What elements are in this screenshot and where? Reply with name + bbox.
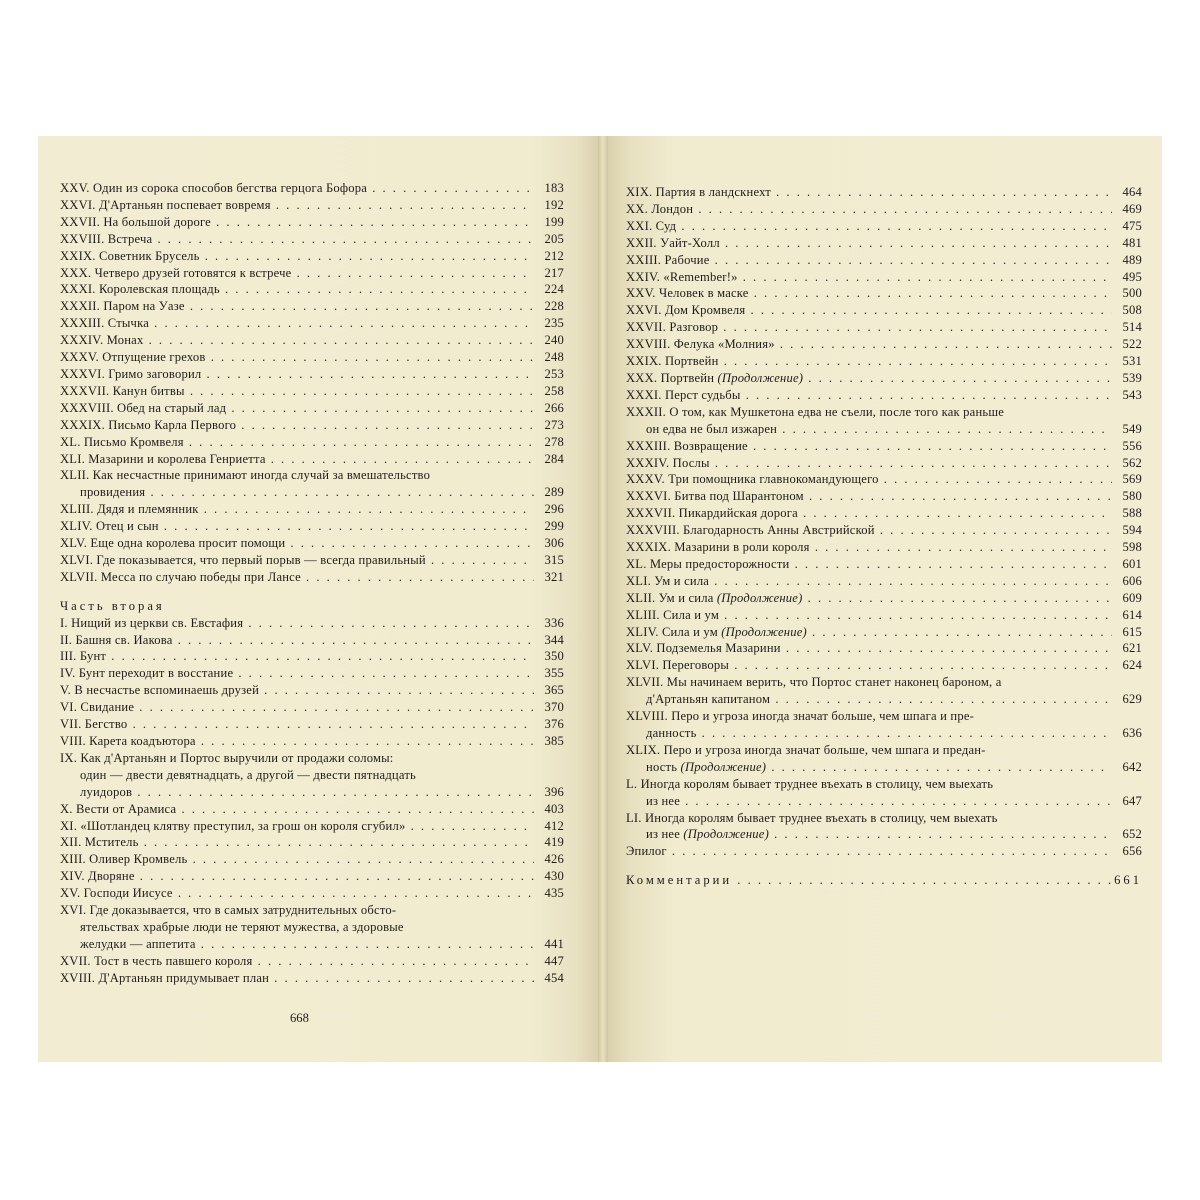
toc-list-right-c (626, 640, 1142, 674)
toc-entry-line: XXV. Один из сорока способов бегства герцога Бофора . . . (60, 180, 534, 197)
toc-page-number: 500 (1122, 286, 1142, 301)
toc-entry-line: XXXIX. Мазарини в роли короля . . . (626, 539, 1112, 556)
toc-entry-line: V. В несчастье вспоминаешь друзей . . . (60, 682, 534, 699)
toc-entry-line: LI. Иногда королям бывает труднее въехать в столицу, чем выехать (626, 810, 998, 825)
toc-entry-line: XXI. Суд . . . (626, 218, 1112, 235)
toc-entry-line: XXVIII. Встреча . . . (60, 231, 534, 248)
toc-entry-line: XL. Меры предосторожности . . . (626, 556, 1112, 573)
toc-entry-line: XXXVI. Гримо заговорил . . . (60, 366, 534, 383)
toc-entry (60, 632, 564, 649)
toc-entry-line: XLIV. Сила и ум (Продолжение) . . . (626, 624, 1112, 641)
toc-list-left-c (60, 615, 564, 750)
toc-list-left-a (60, 180, 564, 467)
toc-entry (60, 868, 564, 885)
toc-page-number: 224 (544, 282, 564, 297)
toc-entry (60, 716, 564, 733)
toc-page-number: 240 (544, 333, 564, 348)
toc-page-number: 469 (1122, 201, 1142, 216)
toc-page-number: 588 (1122, 506, 1142, 521)
toc-page-number: 266 (544, 400, 564, 415)
toc-entry (60, 834, 564, 851)
toc-page-number: 594 (1122, 523, 1142, 538)
toc-entry-line: луидоров . . . (60, 784, 534, 801)
toc-entry (626, 269, 1142, 286)
toc-entry (626, 438, 1142, 455)
toc-entry-line: XXV. Человек в маске . . . (626, 285, 1112, 302)
toc-entry-line: XLIV. Отец и сын . . . (60, 518, 534, 535)
toc-entry-l (626, 776, 1142, 810)
toc-page-number: 647 (1122, 793, 1142, 808)
toc-entry-line: XVI. Где доказывается, что в самых затруднительных обсто- (60, 903, 397, 918)
toc-entry-line: XXXIII. Стычка . . . (60, 315, 534, 332)
toc-entry (60, 383, 564, 400)
toc-entry (60, 248, 564, 265)
toc-page-number: 306 (544, 536, 564, 551)
toc-page-number: 228 (544, 299, 564, 314)
toc-entry-line: XXXVI. Битва под Шарантоном . . . (626, 488, 1112, 505)
toc-page-number: 508 (1122, 303, 1142, 318)
toc-page-number: 569 (1122, 472, 1142, 487)
toc-page-number: 624 (1122, 658, 1142, 673)
toc-page-number: 441 (544, 936, 564, 951)
toc-entry-line: XXIV. «Remember!» . . . (626, 269, 1112, 286)
toc-entry-line: X. Вести от Арамиса . . . (60, 801, 534, 818)
toc-entry-line: XV. Господи Иисусе . . . (60, 885, 534, 902)
toc-entry-line: XLII. Как несчастные принимают иногда случай за вмешательство (60, 468, 431, 483)
toc-entry-line: XLVI. Где показывается, что первый порыв — всегда правильный . . . (60, 552, 534, 569)
toc-page-number: 289 (544, 485, 564, 500)
toc-page-number: 636 (1122, 726, 1142, 740)
toc-entry-line: XXXVII. Пикардийская дорога . . . (626, 505, 1112, 522)
toc-entry (60, 231, 564, 248)
toc-entry-line: XLIII. Дядя и племянник . . . (60, 501, 534, 518)
toc-page-number: 183 (544, 181, 564, 195)
toc-entry (60, 417, 564, 434)
toc-page-number: 217 (544, 265, 564, 280)
toc-entry-epilogue (626, 843, 1142, 860)
book-gutter (598, 136, 608, 1062)
toc-entry-line: XIII. Оливер Кромвель . . . (60, 851, 534, 868)
toc-entry-line: XXVII. На большой дороге . . . (60, 214, 534, 231)
toc-page-number: 403 (544, 801, 564, 816)
toc-entry (60, 518, 564, 535)
toc-entry-line: XXXIV. Послы . . . (626, 455, 1112, 472)
toc-page-number: 531 (1122, 354, 1142, 369)
toc-entry-line: XXXI. Королевская площадь . . . (60, 281, 534, 298)
toc-page-number: 539 (1122, 370, 1142, 385)
toc-entry-line: XXXII. О том, как Мушкетона едва не съели, после того как раньше (626, 404, 1005, 419)
toc-entry (626, 471, 1142, 488)
toc-entry (60, 569, 564, 586)
toc-page-number: 543 (1122, 387, 1142, 402)
toc-entry-line: IV. Бунт переходит в восстание . . . (60, 665, 534, 682)
toc-entry-line: XXIX. Портвейн . . . (626, 353, 1112, 370)
toc-page-number: 344 (544, 632, 564, 647)
toc-page-number: 661 (1114, 873, 1142, 888)
toc-page-number: 385 (544, 734, 564, 748)
toc-entry-xlii-right (626, 590, 1142, 607)
toc-entry (60, 265, 564, 282)
toc-page-number: 652 (1122, 827, 1142, 842)
toc-entry-line: XVIII. Д'Артаньян придумывает план . . . (60, 970, 534, 987)
toc-page-number: 370 (544, 700, 564, 715)
toc-entry-line: XXX. Портвейн (Продолжение) . . . (626, 370, 1112, 387)
toc-page-number: 522 (1122, 337, 1142, 352)
toc-entry-line: VII. Бегство . . . (60, 716, 534, 733)
toc-entry-commentary (626, 872, 1142, 889)
toc-page-number: 355 (544, 666, 564, 681)
toc-entry (60, 315, 564, 332)
toc-list-right-b (626, 438, 1142, 590)
toc-entry-line: I. Нищий из церкви св. Евстафия . . . (60, 615, 534, 632)
toc-entry (60, 366, 564, 383)
toc-page-number: 621 (1122, 641, 1142, 656)
toc-entry-line: из нее . . . (626, 793, 1112, 810)
toc-entry (60, 214, 564, 231)
toc-page-number: 481 (1122, 235, 1142, 250)
toc-entry (60, 699, 564, 716)
toc-entry-line: XLIX. Перо и угроза иногда значат больше, чем шпага и предан- (626, 742, 986, 757)
toc-entry (626, 235, 1142, 252)
toc-entry (60, 501, 564, 518)
left-page (38, 136, 598, 1062)
toc-entry (60, 953, 564, 970)
toc-entry-line: XXXI. Перст судьбы . . . (626, 387, 1112, 404)
toc-entry (60, 332, 564, 349)
toc-page-number: 253 (544, 366, 564, 381)
toc-entry-line: XXVII. Разговор . . . (626, 319, 1112, 336)
toc-page-number: 629 (1122, 692, 1142, 707)
toc-entry (626, 285, 1142, 302)
toc-entry-line: провидения . . . (60, 484, 534, 501)
toc-entry-line: XLI. Ум и сила . . . (626, 573, 1112, 590)
toc-entry-xlix (626, 742, 1142, 776)
toc-page-number: 430 (544, 869, 564, 884)
toc-page-number: 580 (1122, 489, 1142, 504)
toc-page-number: 273 (544, 417, 564, 432)
toc-page-number: 365 (544, 683, 564, 698)
toc-page-number: 454 (544, 970, 564, 985)
toc-page-number: 556 (1122, 438, 1142, 453)
toc-entry (626, 336, 1142, 353)
toc-entry-line: данность . . . (626, 725, 1112, 742)
toc-entry (626, 184, 1142, 201)
toc-entry-line: XXIII. Рабочие . . . (626, 252, 1112, 269)
toc-page-number: 475 (1122, 218, 1142, 233)
toc-entry-line: д'Артаньян капитаном . . . (626, 691, 1112, 708)
toc-page-number: 549 (1122, 421, 1142, 436)
toc-page-number: 199 (544, 214, 564, 229)
folio-page-number: 668 (290, 1011, 309, 1025)
toc-entry (60, 535, 564, 552)
toc-entry-line: один — двести девятнадцать, а другой — двести пятнадцать (80, 767, 416, 782)
toc-entry-line: ность (Продолжение) . . . (626, 759, 1112, 776)
toc-entry (626, 522, 1142, 539)
toc-page-number: 598 (1122, 540, 1142, 555)
toc-entry-line: Эпилог . . . (626, 843, 1112, 860)
toc-entry (60, 733, 564, 750)
toc-page-number: 299 (544, 519, 564, 534)
toc-entry-xvi (60, 902, 564, 953)
toc-entry-line: ятельствах храбрые люди не теряют мужества, а здоровые (80, 919, 404, 934)
toc-entry (60, 349, 564, 366)
toc-page-number: 514 (1122, 320, 1142, 335)
toc-entry-line: XXVI. Д'Артаньян поспевает вовремя . . . (60, 197, 534, 214)
toc-entry (60, 665, 564, 682)
toc-page-number: 205 (544, 231, 564, 246)
toc-entry-line: XXXIV. Монах . . . (60, 332, 534, 349)
right-page (608, 136, 1162, 1062)
toc-page-number: 412 (544, 818, 564, 833)
toc-page-number: 642 (1122, 759, 1142, 774)
toc-page-number: 562 (1122, 455, 1142, 470)
toc-page-number: 336 (544, 615, 564, 630)
toc-entry-line: XXXIX. Письмо Карла Первого . . . (60, 417, 534, 434)
toc-page-number: 447 (544, 953, 564, 968)
toc-entry (626, 556, 1142, 573)
toc-page-number: 396 (544, 784, 564, 799)
toc-page-number: 212 (544, 248, 564, 263)
toc-entry (626, 302, 1142, 319)
part-two-heading: Часть вторая (60, 598, 165, 613)
toc-entry (60, 552, 564, 569)
toc-entry (626, 353, 1142, 370)
toc-page-number: 376 (544, 717, 564, 732)
toc-entry-line: XLVII. Месса по случаю победы при Лансе . . . (60, 569, 534, 586)
toc-page-number: 350 (544, 649, 564, 664)
toc-entry-line: XXVIII. Фелука «Молния» . . . (626, 336, 1112, 353)
toc-entry-line: XXX. Четверо друзей готовятся к встрече . . . (60, 265, 534, 282)
toc-page-number: 192 (544, 197, 564, 212)
toc-page-number: 615 (1122, 624, 1142, 639)
toc-entry-line: XXXVII. Канун битвы . . . (60, 383, 534, 400)
toc-entry-line: VI. Свидание . . . (60, 699, 534, 716)
toc-entry (626, 319, 1142, 336)
toc-entry (60, 970, 564, 987)
toc-entry-li (626, 810, 1142, 844)
toc-entry-line: XLI. Мазарини и королева Генриетта . . . (60, 451, 534, 468)
toc-page-number: 258 (544, 383, 564, 398)
toc-entry-ix (60, 750, 564, 801)
toc-entry-line: XLVI. Переговоры . . . (626, 657, 1112, 674)
toc-entry-xxxi (626, 387, 1142, 404)
toc-entry-line: III. Бунт . . . (60, 648, 534, 665)
toc-page-number: 235 (544, 316, 564, 331)
toc-entry (60, 801, 564, 818)
toc-entry (60, 400, 564, 417)
toc-entry (60, 615, 564, 632)
toc-entry-line: XLIII. Сила и ум . . . (626, 607, 1112, 624)
toc-list-left-b (60, 501, 564, 586)
toc-entry-line: VIII. Карета коадъютора . . . (60, 733, 534, 750)
toc-entry (626, 640, 1142, 657)
toc-entry-line: XLVIII. Перо и угроза иногда значат больше, чем шпага и пре- (626, 709, 975, 724)
toc-page-number: 248 (544, 350, 564, 365)
toc-entry-xlii (60, 467, 564, 501)
toc-entry-line: XLII. Ум и сила (Продолжение) . . . (626, 590, 1112, 607)
toc-entry-xxx (626, 370, 1142, 387)
toc-entry (60, 851, 564, 868)
toc-entry-xliv (626, 624, 1142, 641)
toc-entry-line: XXXV. Отпущение грехов . . . (60, 349, 534, 366)
toc-entry (60, 682, 564, 699)
toc-entry-line: IX. Как д'Артаньян и Портос выручили от продажи соломы: (60, 750, 394, 765)
toc-entry-line: XIV. Дворяне . . . (60, 868, 534, 885)
toc-page-number: 284 (544, 451, 564, 466)
toc-entry-xxxii (626, 404, 1142, 438)
toc-entry (60, 298, 564, 315)
toc-page-number: 321 (544, 569, 564, 584)
toc-entry-line: XX. Лондон . . . (626, 201, 1112, 218)
toc-entry (60, 818, 564, 835)
toc-entry (626, 455, 1142, 472)
toc-entry-line: XXXVIII. Обед на старый лад . . . (60, 400, 534, 417)
toc-entry-line: XXXIII. Возвращение . . . (626, 438, 1112, 455)
toc-entry-line: XII. Мститель . . . (60, 834, 534, 851)
toc-entry (60, 885, 564, 902)
toc-entry (60, 648, 564, 665)
toc-page-number: 426 (544, 852, 564, 867)
toc-entry-line: XXXII. Паром на Уазе . . . (60, 298, 534, 315)
toc-entry (60, 451, 564, 468)
toc-entry-line: II. Башня св. Иакова . . . (60, 632, 534, 649)
toc-entry-line: L. Иногда королям бывает труднее въехать в столицу, чем выехать (626, 776, 994, 791)
toc-entry-line: он едва не был изжарен . . . (626, 421, 1112, 438)
toc-entry-line: XI. «Шотландец клятву преступил, за грош он короля сгубил» . . . (60, 818, 534, 835)
toc-entry-line: XVII. Тост в честь павшего короля . . . (60, 953, 534, 970)
toc-entry (60, 434, 564, 451)
toc-entry-line: XXVI. Дом Кромвеля . . . (626, 302, 1112, 319)
toc-entry-line: XXXV. Три помощника главнокомандующего . . . (626, 471, 1112, 488)
toc-page-number: 614 (1122, 607, 1142, 622)
toc-entry-xlviii (626, 708, 1142, 742)
toc-entry-line: XL. Письмо Кромвеля . . . (60, 434, 534, 451)
toc-entry-line: Комментарии . . . (626, 872, 1112, 889)
toc-entry (626, 488, 1142, 505)
toc-page-number: 606 (1122, 573, 1142, 588)
toc-page-number: 601 (1122, 556, 1142, 571)
toc-page-number: 464 (1122, 185, 1142, 199)
toc-entry (626, 505, 1142, 522)
toc-entry-line: желудки — аппетита . . . (60, 936, 534, 953)
toc-list-left-d (60, 801, 564, 902)
toc-page-number: 419 (544, 835, 564, 850)
toc-page-number: 489 (1122, 252, 1142, 267)
toc-entry (626, 252, 1142, 269)
toc-entry (60, 281, 564, 298)
toc-list-left-e (60, 953, 564, 987)
toc-page-number: 609 (1122, 590, 1142, 605)
toc-entry-xliii (626, 607, 1142, 624)
toc-entry-line: XLV. Еще одна королева просит помощи . . . (60, 535, 534, 552)
toc-entry (626, 573, 1142, 590)
toc-entry-line: XXXVIII. Благодарность Анны Австрийской . . . (626, 522, 1112, 539)
toc-page-number: 435 (544, 886, 564, 901)
toc-entry-xlvii (626, 674, 1142, 708)
toc-entry (626, 657, 1142, 674)
toc-entry-line: XLVII. Мы начинаем верить, что Портос станет наконец бароном, а (626, 675, 1002, 690)
toc-entry-line: XLV. Подземелья Мазарини . . . (626, 640, 1112, 657)
toc-entry (626, 218, 1142, 235)
toc-page-number: 315 (544, 552, 564, 567)
toc-entry (626, 539, 1142, 556)
toc-page-number: 656 (1122, 844, 1142, 859)
toc-entry (60, 180, 564, 197)
toc-list-right-a (626, 184, 1142, 370)
toc-entry (626, 201, 1142, 218)
toc-entry-line: XXIX. Советник Брусель . . . (60, 248, 534, 265)
toc-entry-line: из нее (Продолжение) . . . (626, 826, 1112, 843)
toc-page-number: 495 (1122, 269, 1142, 284)
toc-page-number: 278 (544, 434, 564, 449)
toc-entry-line: XIX. Партия в ландскнехт . . . (626, 184, 1112, 201)
toc-page-number: 296 (544, 502, 564, 517)
toc-entry (60, 197, 564, 214)
toc-entry-line: XXII. Уайт-Холл . . . (626, 235, 1112, 252)
